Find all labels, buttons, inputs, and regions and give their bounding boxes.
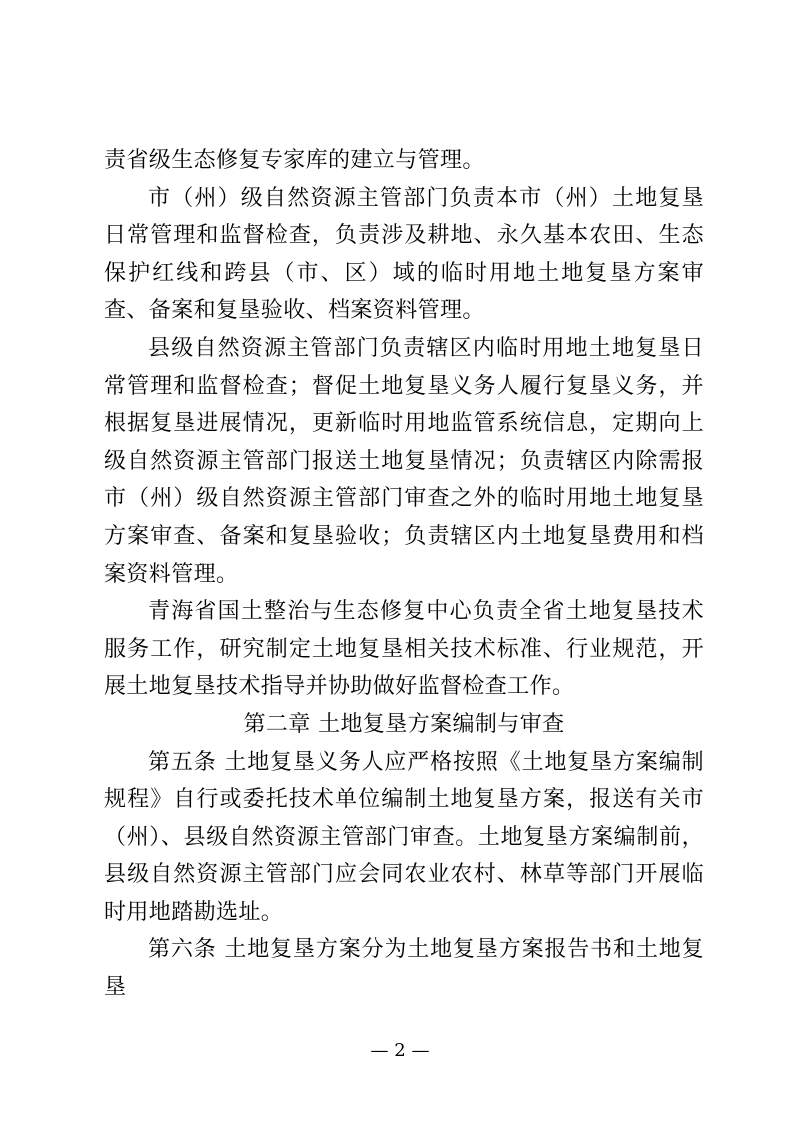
article-five: 第五条 土地复垦义务人应严格按照《土地复垦方案编制规程》自行或委托技术单位编制土地复垦方案，报送有关市（州）、县级自然资源主管部门审查。土地复垦方案编制前，县级自然资源主管部门应会同农业农村、林草等部门开展临时用地踏勘选址。 [104,749,704,925]
page-number: — 2 — [370,1040,430,1061]
body-text [104,142,704,1007]
paragraph-county-duties: 县级自然资源主管部门负责辖区内临时用地土地复垦日常管理和监督检查；督促土地复垦义务人履行复垦义务，并根据复垦进展情况，更新临时用地监管系统信息，定期向上级自然资源主管部门报送土地复垦情况；负责辖区内除需报市（州）级自然资源主管部门审查之外的临时用地土地复垦方案审查、备案和复垦验收；负责辖区内土地复垦费用和档案资料管理。 [104,335,704,587]
paragraph-city-duties: 市（州）级自然资源主管部门负责本市（州）土地复垦日常管理和监督检查，负责涉及耕地、永久基本农田、生态保护红线和跨县（市、区）域的临时用地土地复垦方案审查、备案和复垦验收、档案资料管理。 [104,185,704,324]
paragraph-continuation: 责省级生态修复专家库的建立与管理。 [104,148,485,173]
article-six: 第六条 土地复垦方案分为土地复垦方案报告书和土地复垦 [104,937,704,1001]
chapter-heading: 第二章 土地复垦方案编制与审查 [243,711,565,737]
paragraph-center-duties: 青海省国土整治与生态修复中心负责全省土地复垦技术服务工作，研究制定土地复垦相关技术标准、行业规范，开展土地复垦技术指导并协助做好监督检查工作。 [104,599,704,700]
